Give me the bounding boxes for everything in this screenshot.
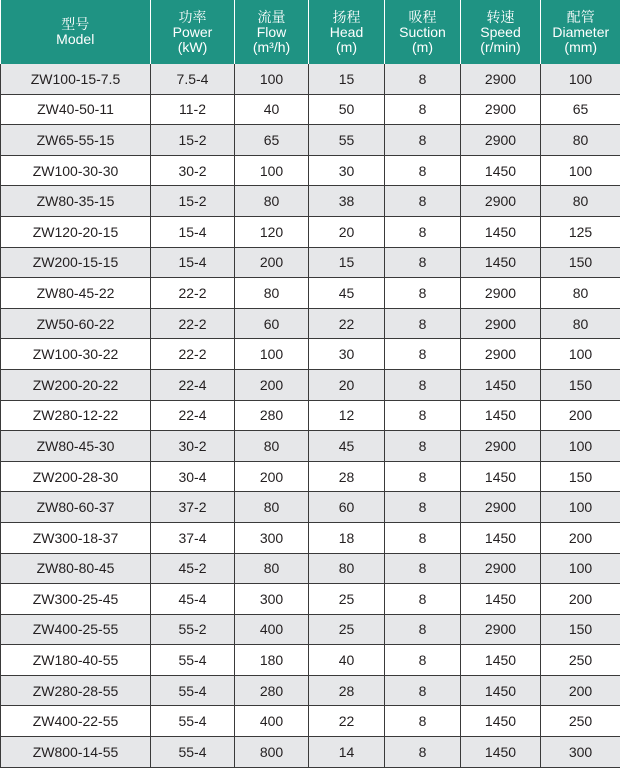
cell-model: ZW100-30-22 <box>1 339 151 370</box>
cell-suction: 8 <box>385 461 461 492</box>
cell-speed: 1450 <box>461 737 541 768</box>
cell-power: 37-4 <box>151 522 235 553</box>
cell-power: 7.5-4 <box>151 64 235 94</box>
cell-power: 22-2 <box>151 339 235 370</box>
cell-speed: 2900 <box>461 308 541 339</box>
cell-speed: 1450 <box>461 155 541 186</box>
cell-model: ZW100-30-30 <box>1 155 151 186</box>
cell-power: 55-2 <box>151 614 235 645</box>
cell-flow: 40 <box>235 94 309 125</box>
table-row <box>1 584 620 615</box>
cell-head: 25 <box>309 584 385 615</box>
cell-suction: 8 <box>385 278 461 309</box>
cell-diameter: 65 <box>541 94 620 125</box>
table-row <box>1 94 620 125</box>
cell-model: ZW280-12-22 <box>1 400 151 431</box>
cell-diameter: 200 <box>541 522 620 553</box>
header-cn: 吸程 <box>408 8 437 25</box>
table-row <box>1 461 620 492</box>
cell-power: 15-2 <box>151 125 235 156</box>
cell-suction: 8 <box>385 553 461 584</box>
header-unit: (m³/h) <box>252 38 291 55</box>
cell-power: 11-2 <box>151 94 235 125</box>
header-cn: 转速 <box>486 8 515 25</box>
table-row <box>1 431 620 462</box>
cell-suction: 8 <box>385 737 461 768</box>
cell-diameter: 250 <box>541 645 620 676</box>
cell-diameter: 100 <box>541 155 620 186</box>
cell-speed: 2900 <box>461 614 541 645</box>
cell-suction: 8 <box>385 584 461 615</box>
cell-suction: 8 <box>385 645 461 676</box>
table-row <box>1 186 620 217</box>
cell-suction: 8 <box>385 400 461 431</box>
cell-head: 18 <box>309 522 385 553</box>
cell-flow: 300 <box>235 522 309 553</box>
cell-model: ZW300-25-45 <box>1 584 151 615</box>
cell-diameter: 80 <box>541 278 620 309</box>
cell-flow: 180 <box>235 645 309 676</box>
cell-speed: 1450 <box>461 584 541 615</box>
cell-diameter: 100 <box>541 492 620 523</box>
cell-power: 55-4 <box>151 706 235 737</box>
cell-flow: 60 <box>235 308 309 339</box>
cell-speed: 2900 <box>461 339 541 370</box>
cell-flow: 400 <box>235 614 309 645</box>
table-row <box>1 339 620 370</box>
table-row <box>1 278 620 309</box>
cell-power: 22-4 <box>151 369 235 400</box>
cell-speed: 2900 <box>461 94 541 125</box>
table-row <box>1 64 620 94</box>
cell-suction: 8 <box>385 125 461 156</box>
cell-speed: 2900 <box>461 64 541 94</box>
cell-power: 37-2 <box>151 492 235 523</box>
cell-head: 28 <box>309 675 385 706</box>
cell-model: ZW50-60-22 <box>1 308 151 339</box>
cell-suction: 8 <box>385 247 461 278</box>
cell-power: 15-2 <box>151 186 235 217</box>
cell-suction: 8 <box>385 308 461 339</box>
cell-diameter: 100 <box>541 64 620 94</box>
cell-head: 45 <box>309 278 385 309</box>
table-body <box>1 64 620 767</box>
cell-diameter: 80 <box>541 186 620 217</box>
cell-flow: 80 <box>235 492 309 523</box>
cell-speed: 2900 <box>461 431 541 462</box>
table-row <box>1 369 620 400</box>
header-suction <box>385 0 461 64</box>
cell-speed: 1450 <box>461 216 541 247</box>
cell-suction: 8 <box>385 431 461 462</box>
table-row <box>1 247 620 278</box>
table-row <box>1 614 620 645</box>
cell-diameter: 150 <box>541 461 620 492</box>
cell-speed: 2900 <box>461 492 541 523</box>
cell-flow: 100 <box>235 155 309 186</box>
cell-model: ZW65-55-15 <box>1 125 151 156</box>
cell-diameter: 100 <box>541 339 620 370</box>
cell-diameter: 80 <box>541 125 620 156</box>
cell-flow: 280 <box>235 400 309 431</box>
cell-diameter: 80 <box>541 308 620 339</box>
header-unit: (m) <box>412 38 433 55</box>
cell-model: ZW80-80-45 <box>1 553 151 584</box>
cell-head: 20 <box>309 369 385 400</box>
cell-speed: 1450 <box>461 645 541 676</box>
cell-flow: 300 <box>235 584 309 615</box>
table-row <box>1 522 620 553</box>
header-cn: 配管 <box>566 8 595 25</box>
table-row <box>1 737 620 768</box>
cell-power: 30-4 <box>151 461 235 492</box>
cell-model: ZW80-45-30 <box>1 431 151 462</box>
table-row <box>1 645 620 676</box>
table-row <box>1 706 620 737</box>
cell-model: ZW80-60-37 <box>1 492 151 523</box>
cell-suction: 8 <box>385 94 461 125</box>
cell-power: 45-2 <box>151 553 235 584</box>
header-flow <box>235 0 309 64</box>
header-cn: 流量 <box>257 8 286 25</box>
cell-power: 55-4 <box>151 675 235 706</box>
header-en: Suction <box>399 23 446 40</box>
cell-suction: 8 <box>385 216 461 247</box>
table-row <box>1 553 620 584</box>
cell-flow: 80 <box>235 278 309 309</box>
cell-suction: 8 <box>385 155 461 186</box>
cell-power: 15-4 <box>151 216 235 247</box>
cell-power: 30-2 <box>151 155 235 186</box>
cell-head: 30 <box>309 339 385 370</box>
cell-model: ZW800-14-55 <box>1 737 151 768</box>
header-head <box>309 0 385 64</box>
cell-speed: 1450 <box>461 461 541 492</box>
cell-diameter: 200 <box>541 400 620 431</box>
cell-head: 12 <box>309 400 385 431</box>
cell-head: 22 <box>309 706 385 737</box>
table-header <box>1 0 620 64</box>
cell-diameter: 150 <box>541 614 620 645</box>
header-model <box>1 0 151 64</box>
cell-model: ZW280-28-55 <box>1 675 151 706</box>
cell-model: ZW400-25-55 <box>1 614 151 645</box>
cell-speed: 1450 <box>461 400 541 431</box>
cell-diameter: 200 <box>541 675 620 706</box>
cell-head: 25 <box>309 614 385 645</box>
cell-head: 80 <box>309 553 385 584</box>
header-diameter <box>541 0 620 64</box>
cell-power: 15-4 <box>151 247 235 278</box>
table-row <box>1 400 620 431</box>
cell-speed: 1450 <box>461 706 541 737</box>
cell-model: ZW180-40-55 <box>1 645 151 676</box>
cell-flow: 80 <box>235 186 309 217</box>
header-en: Flow <box>256 23 287 40</box>
cell-flow: 65 <box>235 125 309 156</box>
cell-suction: 8 <box>385 64 461 94</box>
header-en: Model <box>56 31 95 47</box>
cell-model: ZW100-15-7.5 <box>1 64 151 94</box>
cell-suction: 8 <box>385 706 461 737</box>
cell-power: 55-4 <box>151 737 235 768</box>
cell-suction: 8 <box>385 522 461 553</box>
table-row <box>1 155 620 186</box>
cell-suction: 8 <box>385 186 461 217</box>
cell-power: 22-2 <box>151 308 235 339</box>
cell-model: ZW200-28-30 <box>1 461 151 492</box>
cell-model: ZW120-20-15 <box>1 216 151 247</box>
cell-head: 20 <box>309 216 385 247</box>
cell-speed: 1450 <box>461 522 541 553</box>
cell-speed: 1450 <box>461 247 541 278</box>
cell-power: 45-4 <box>151 584 235 615</box>
cell-diameter: 200 <box>541 584 620 615</box>
header-power <box>151 0 235 64</box>
cell-head: 22 <box>309 308 385 339</box>
cell-model: ZW200-20-22 <box>1 369 151 400</box>
cell-head: 60 <box>309 492 385 523</box>
header-cn: 型号 <box>61 16 90 32</box>
header-cn: 扬程 <box>332 8 361 25</box>
cell-speed: 1450 <box>461 675 541 706</box>
cell-head: 15 <box>309 64 385 94</box>
cell-model: ZW40-50-11 <box>1 94 151 125</box>
cell-flow: 120 <box>235 216 309 247</box>
cell-model: ZW300-18-37 <box>1 522 151 553</box>
cell-model: ZW200-15-15 <box>1 247 151 278</box>
cell-head: 38 <box>309 186 385 217</box>
cell-head: 45 <box>309 431 385 462</box>
cell-diameter: 250 <box>541 706 620 737</box>
header-en: Head <box>329 23 364 40</box>
cell-power: 22-4 <box>151 400 235 431</box>
cell-head: 15 <box>309 247 385 278</box>
cell-flow: 100 <box>235 339 309 370</box>
table-row <box>1 308 620 339</box>
cell-flow: 800 <box>235 737 309 768</box>
cell-diameter: 150 <box>541 247 620 278</box>
cell-flow: 80 <box>235 553 309 584</box>
cell-model: ZW80-45-22 <box>1 278 151 309</box>
cell-speed: 2900 <box>461 278 541 309</box>
cell-head: 30 <box>309 155 385 186</box>
cell-diameter: 150 <box>541 369 620 400</box>
cell-flow: 200 <box>235 461 309 492</box>
cell-model: ZW80-35-15 <box>1 186 151 217</box>
cell-flow: 400 <box>235 706 309 737</box>
header-unit: (r/min) <box>480 38 521 55</box>
cell-head: 50 <box>309 94 385 125</box>
cell-suction: 8 <box>385 339 461 370</box>
cell-flow: 80 <box>235 431 309 462</box>
header-en: Speed <box>480 23 521 40</box>
header-unit: (kW) <box>177 38 208 55</box>
cell-head: 28 <box>309 461 385 492</box>
table-row <box>1 675 620 706</box>
table-row <box>1 125 620 156</box>
cell-diameter: 125 <box>541 216 620 247</box>
table-row <box>1 216 620 247</box>
cell-flow: 200 <box>235 369 309 400</box>
cell-flow: 280 <box>235 675 309 706</box>
cell-speed: 2900 <box>461 553 541 584</box>
cell-power: 30-2 <box>151 431 235 462</box>
header-cn: 功率 <box>178 8 207 25</box>
cell-suction: 8 <box>385 492 461 523</box>
cell-diameter: 100 <box>541 431 620 462</box>
table-row <box>1 492 620 523</box>
header-unit: (mm) <box>564 38 598 55</box>
cell-suction: 8 <box>385 675 461 706</box>
cell-flow: 100 <box>235 64 309 94</box>
cell-flow: 200 <box>235 247 309 278</box>
cell-diameter: 300 <box>541 737 620 768</box>
cell-power: 22-2 <box>151 278 235 309</box>
header-speed <box>461 0 541 64</box>
cell-suction: 8 <box>385 369 461 400</box>
header-row <box>1 0 620 64</box>
cell-speed: 2900 <box>461 125 541 156</box>
cell-speed: 2900 <box>461 186 541 217</box>
cell-model: ZW400-22-55 <box>1 706 151 737</box>
header-en: Power <box>172 23 213 40</box>
cell-suction: 8 <box>385 614 461 645</box>
cell-head: 55 <box>309 125 385 156</box>
cell-speed: 1450 <box>461 369 541 400</box>
cell-power: 55-4 <box>151 645 235 676</box>
cell-head: 14 <box>309 737 385 768</box>
header-unit: (m) <box>336 38 357 55</box>
header-en: Diameter <box>552 23 610 40</box>
cell-head: 40 <box>309 645 385 676</box>
cell-diameter: 100 <box>541 553 620 584</box>
